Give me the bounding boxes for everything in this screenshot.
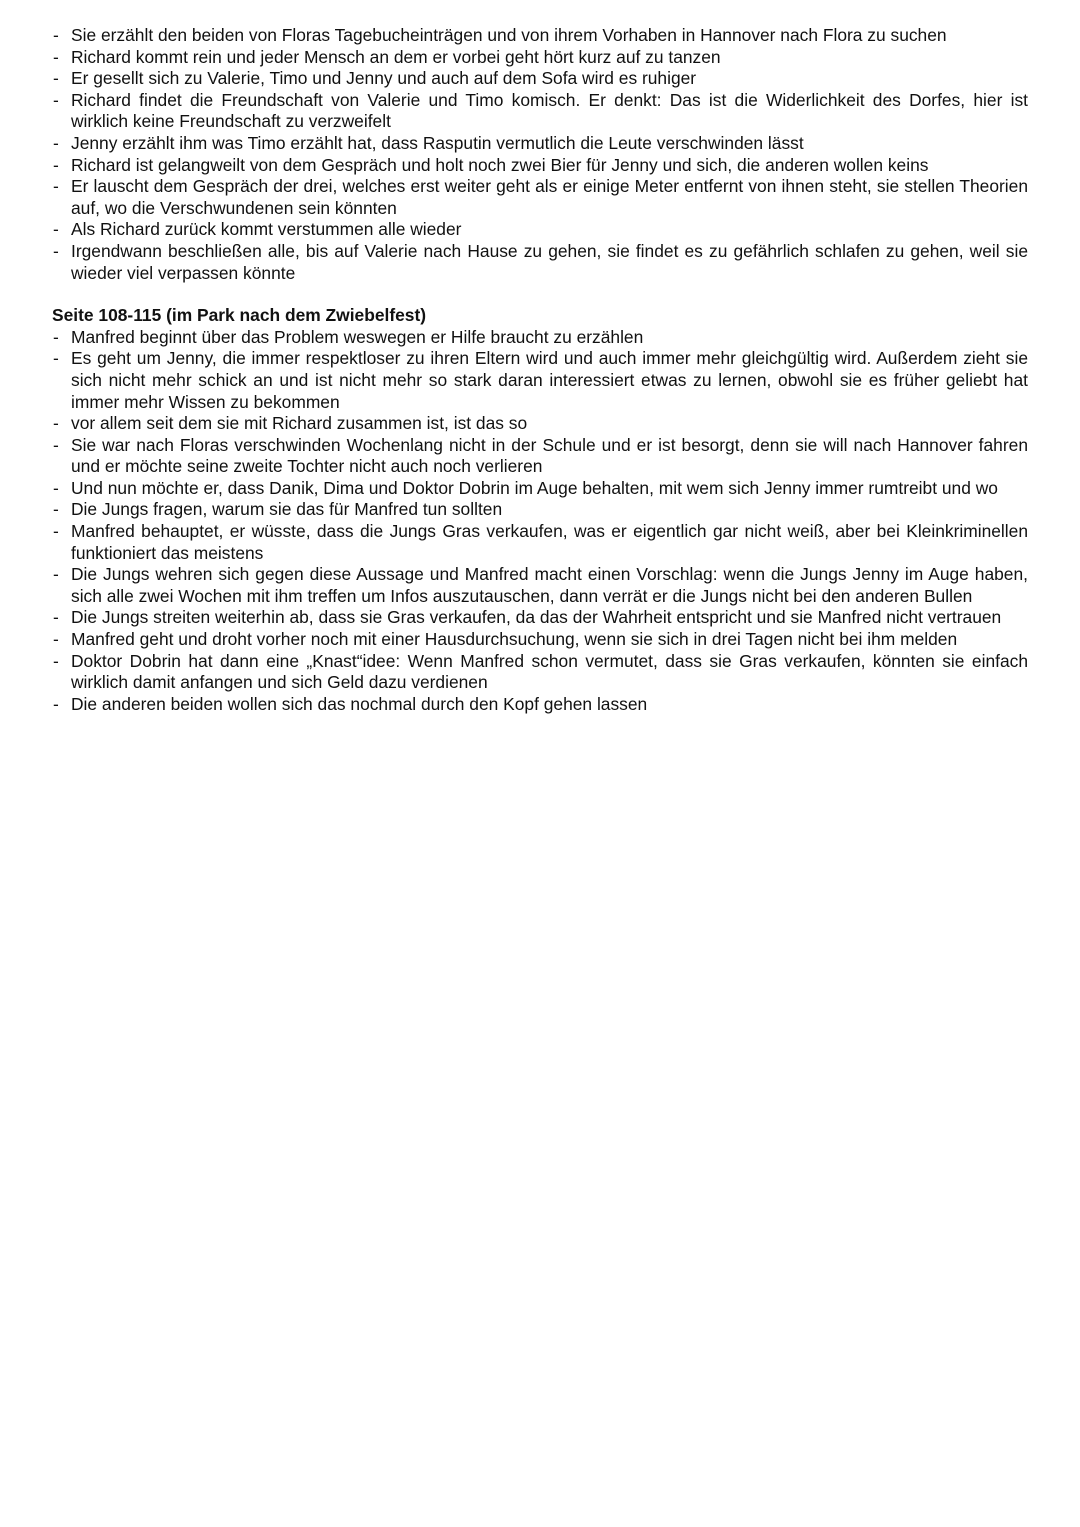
list-item: - Die Jungs fragen, warum sie das für Manfred tun sollten bbox=[52, 499, 1028, 521]
list-item: - Manfred geht und droht vorher noch mit einer Hausdurchsuchung, wenn sie sich in drei Tagen nicht bei ihm melden bbox=[52, 629, 1028, 651]
list-item: - Manfred behauptet, er wüsste, dass die Jungs Gras verkaufen, was er eigentlich gar nicht weiß, aber bei Kleinkriminellen funktioniert das meistens bbox=[52, 521, 1028, 564]
list-item: - Sie erzählt den beiden von Floras Tagebucheinträgen und von ihrem Vorhaben in Hannover nach Flora zu suchen bbox=[52, 25, 1028, 47]
list-item: - Richard findet die Freundschaft von Valerie und Timo komisch. Er denkt: Das ist die Widerlichkeit des Dorfes, hier ist wirklich keine Freundschaft zu verzweifelt bbox=[52, 90, 1028, 133]
list-item: - Jenny erzählt ihm was Timo erzählt hat, dass Rasputin vermutlich die Leute verschwinden lässt bbox=[52, 133, 1028, 155]
list-item: - Richard kommt rein und jeder Mensch an dem er vorbei geht hört kurz auf zu tanzen bbox=[52, 47, 1028, 69]
list-item: - Als Richard zurück kommt verstummen alle wieder bbox=[52, 219, 1028, 241]
list-item: - Manfred beginnt über das Problem weswegen er Hilfe braucht zu erzählen bbox=[52, 327, 1028, 349]
list-item: - Er gesellt sich zu Valerie, Timo und Jenny und auch auf dem Sofa wird es ruhiger bbox=[52, 68, 1028, 90]
list-item: - Doktor Dobrin hat dann eine „Knast“idee: Wenn Manfred schon vermutet, dass sie Gras verkaufen, könnten sie einfach wirklich damit anfangen und sich Geld dazu verdienen bbox=[52, 651, 1028, 694]
bullet-list-park bbox=[52, 327, 1028, 716]
list-item: - Die Jungs streiten weiterhin ab, dass sie Gras verkaufen, da das der Wahrheit entspricht und sie Manfred nicht vertrauen bbox=[52, 607, 1028, 629]
list-item: - Er lauscht dem Gespräch der drei, welches erst weiter geht als er einige Meter entfernt von ihnen steht, sie stellen Theorien auf, wo die Verschwundenen sein könnten bbox=[52, 176, 1028, 219]
section-heading: Seite 108-115 (im Park nach dem Zwiebelfest) bbox=[52, 305, 427, 326]
list-item: - Sie war nach Floras verschwinden Wochenlang nicht in der Schule und er ist besorgt, denn sie will nach Hannover fahren und er möchte seine zweite Tochter nicht auch noch verlieren bbox=[52, 435, 1028, 478]
list-item: - Die anderen beiden wollen sich das nochmal durch den Kopf gehen lassen bbox=[52, 694, 1028, 716]
list-item: - Richard ist gelangweilt von dem Gespräch und holt noch zwei Bier für Jenny und sich, die anderen wollen keins bbox=[52, 155, 1028, 177]
list-item: - Es geht um Jenny, die immer respektloser zu ihren Eltern wird und auch immer mehr gleichgültig wird. Außerdem zieht sie sich nicht mehr schick an und ist nicht mehr so stark daran interessiert etwas zu lernen, obwohl sie es früher geliebt hat immer mehr Wissen zu bekommen bbox=[52, 348, 1028, 413]
bullet-list-party bbox=[52, 25, 1028, 284]
list-item: - Irgendwann beschließen alle, bis auf Valerie nach Hause zu gehen, sie findet es zu gefährlich schlafen zu gehen, weil sie wieder viel verpassen könnte bbox=[52, 241, 1028, 284]
list-item: - Die Jungs wehren sich gegen diese Aussage und Manfred macht einen Vorschlag: wenn die Jungs Jenny im Auge haben, sich alle zwei Wochen mit ihm treffen um Infos auszutauschen, dann verrät er die Jungs nicht bei den anderen Bullen bbox=[52, 564, 1028, 607]
list-item: - vor allem seit dem sie mit Richard zusammen ist, ist das so bbox=[52, 413, 1028, 435]
list-item: - Und nun möchte er, dass Danik, Dima und Doktor Dobrin im Auge behalten, mit wem sich Jenny immer rumtreibt und wo bbox=[52, 478, 1028, 500]
